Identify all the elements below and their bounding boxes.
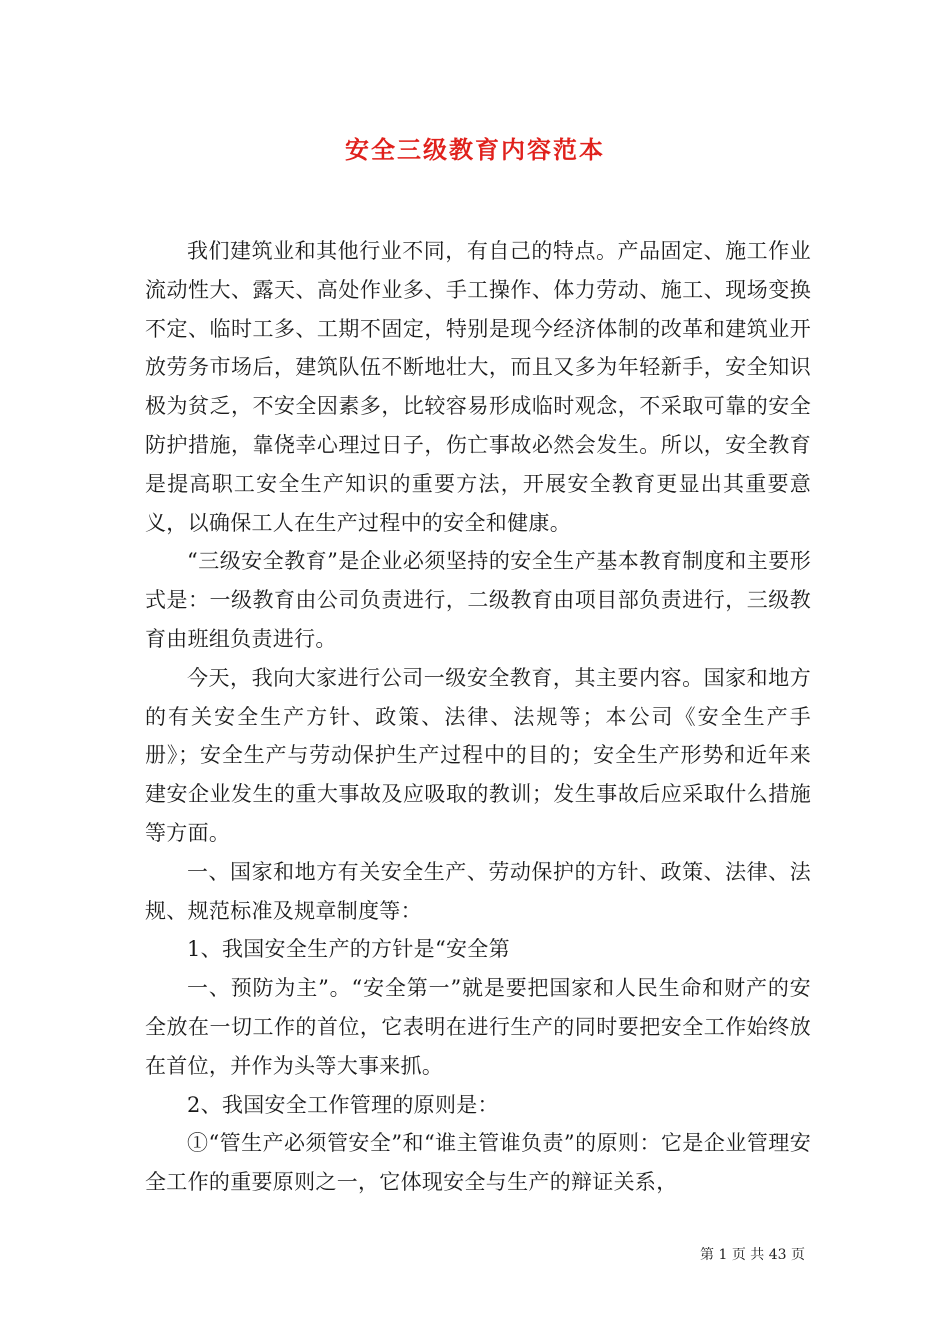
document-title: 安全三级教育内容范本	[345, 135, 605, 164]
paragraph-principle-one: ①“管生产必须管安全”和“谁主管谁负责”的原则：它是企业管理安全工作的重要原则之一，它体现安全与生产的辩证关系，	[145, 1131, 811, 1195]
paragraph-item-one-cont: 一、预防为主”。“安全第一”就是要把国家和人民生命和财产的安全放在一切工作的首位，它表明在进行生产的同时要把安全工作始终放在首位，并作为头等大事来抓。	[145, 976, 811, 1078]
document-body	[145, 232, 811, 1202]
paragraph-item-two: 2、我国安全工作管理的原则是：	[187, 1092, 499, 1117]
paragraph-section-one: 一、国家和地方有关安全生产、劳动保护的方针、政策、法律、法规、规范标准及规章制度等：	[145, 859, 811, 923]
paragraph-three-level: “三级安全教育”是企业必须坚持的安全生产基本教育制度和主要形式是：一级教育由公司负责进行，二级教育由项目部负责进行，三级教育由班组负责进行。	[145, 549, 811, 651]
page-number: 第 1 页 共 43 页	[700, 1247, 805, 1263]
paragraph-intro: 我们建筑业和其他行业不同，有自己的特点。产品固定、施工作业流动性大、露天、高处作业多、手工操作、体力劳动、施工、现场变换不定、临时工多、工期不固定，特别是现今经济体制的改革和建筑业开放劳务市场后，建筑队伍不断地壮大，而且又多为年轻新手，安全知识极为贫乏，不安全因素多，比较容易形成临时观念，不采取可靠的安全防护措施，靠侥幸心理过日子，伤亡事故必然会发生。所以，安全教育是提高职工安全生产知识的重要方法，开展安全教育更显出其重要意义，以确保工人在生产过程中的安全和健康。	[145, 239, 811, 535]
paragraph-today: 今天，我向大家进行公司一级安全教育，其主要内容。国家和地方的有关安全生产方针、政策、法律、法规等；本公司《安全生产手册》；安全生产与劳动保护生产过程中的目的；安全生产形势和近年来建安企业发生的重大事故及应吸取的教训；发生事故后应采取什么措施等方面。	[145, 665, 811, 845]
paragraph-item-one: 1、我国安全生产的方针是“安全第	[187, 937, 510, 962]
